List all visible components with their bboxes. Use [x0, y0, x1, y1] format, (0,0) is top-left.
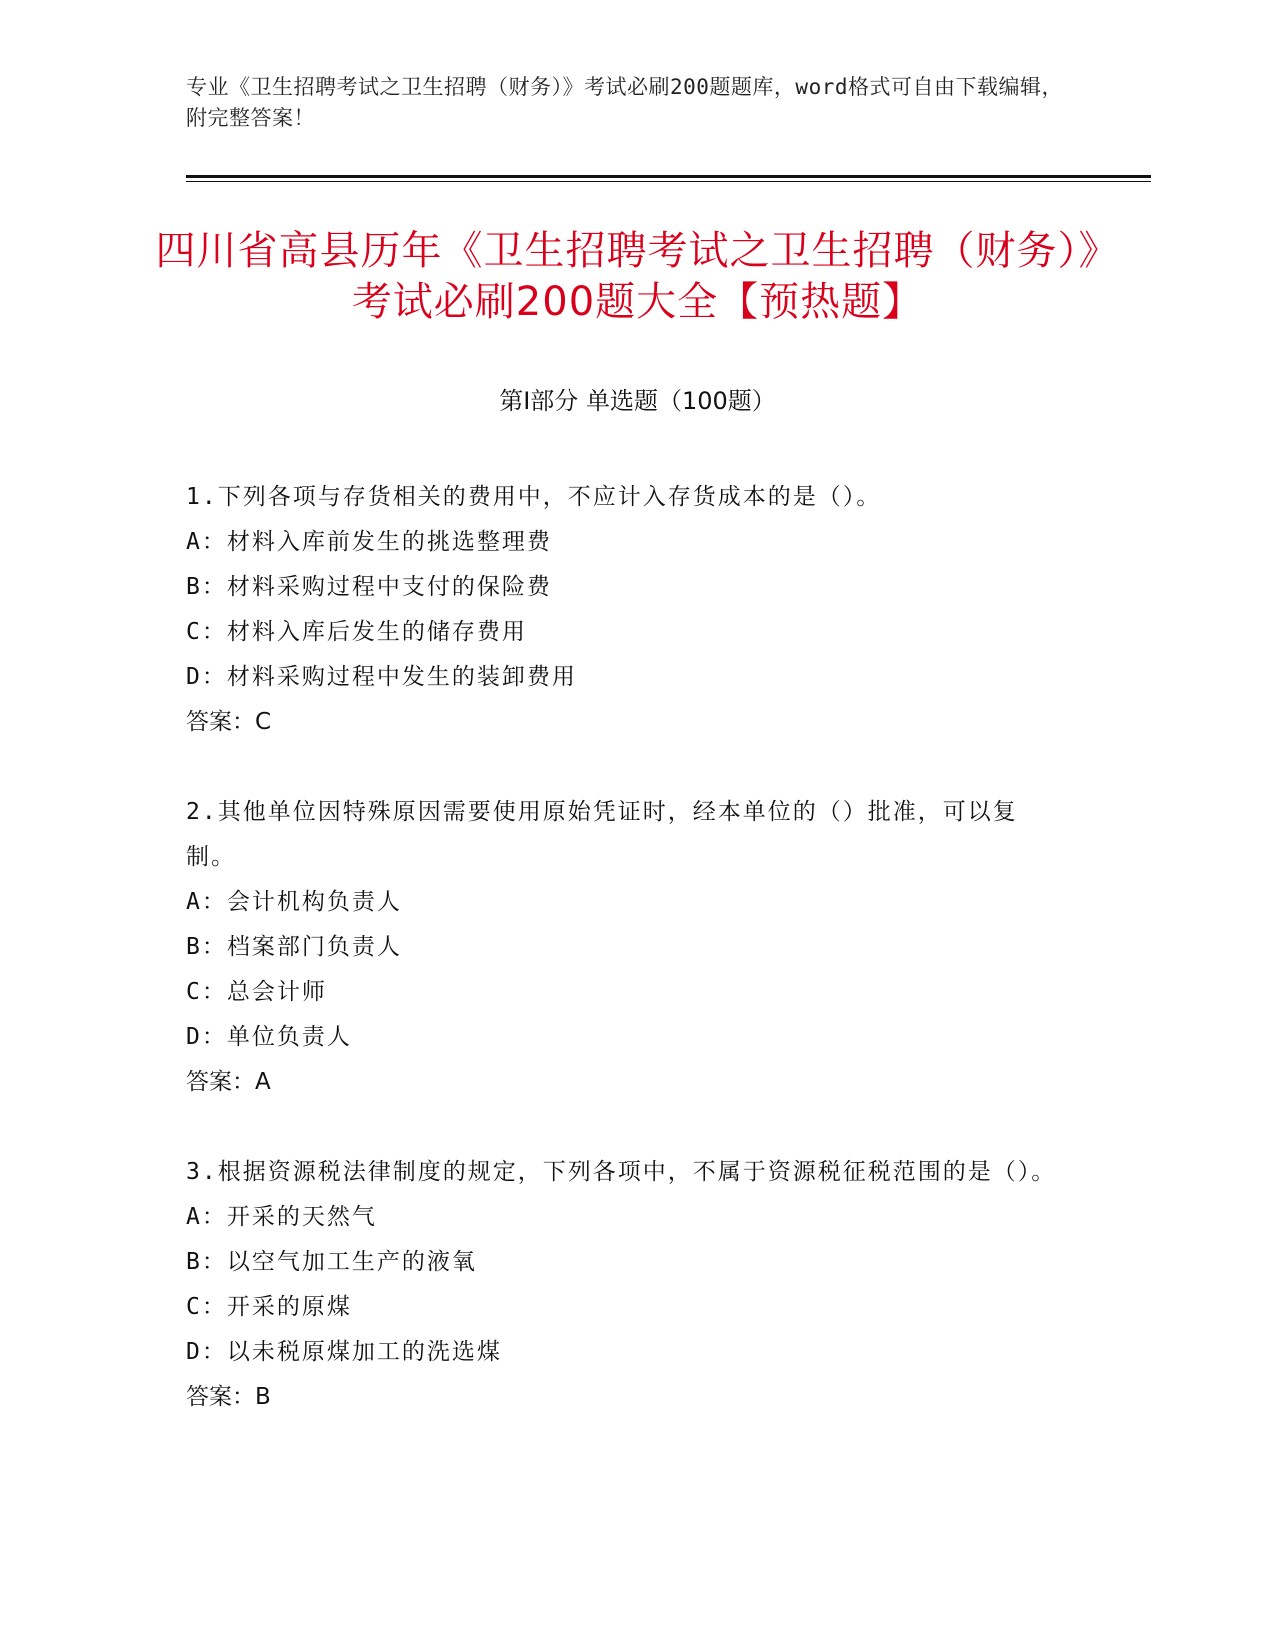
- header-divider-thick: [186, 175, 1151, 178]
- header-note: 专业《卫生招聘考试之卫生招聘（财务）》考试必刷200题题库，word格式可自由下载编辑，附完整答案！: [186, 75, 1063, 130]
- option-d: D：以未税原煤加工的洗选煤: [186, 1339, 502, 1365]
- option-c: C：材料入库后发生的储存费用: [186, 619, 527, 645]
- question-stem: 1.下列各项与存货相关的费用中，不应计入存货成本的是（）。: [186, 484, 882, 510]
- option-a: A：开采的天然气: [186, 1204, 377, 1230]
- question-stem: 3.根据资源税法律制度的规定，下列各项中，不属于资源税征税范围的是（）。: [186, 1159, 1057, 1185]
- option-c: C：开采的原煤: [186, 1294, 352, 1320]
- question-1: [186, 475, 1066, 745]
- option-c: C：总会计师: [186, 979, 327, 1005]
- option-d: D：材料采购过程中发生的装卸费用: [186, 664, 577, 690]
- option-d: D：单位负责人: [186, 1024, 352, 1050]
- question-list: [186, 475, 1066, 1465]
- section-heading: 第Ⅰ部分 单选题（100题）: [499, 387, 776, 415]
- question-3: [186, 1150, 1066, 1420]
- option-b: B：材料采购过程中支付的保险费: [186, 574, 552, 600]
- document-title: 四川省高县历年《卫生招聘考试之卫生招聘（财务）》考试必刷200题大全【预热题】: [155, 228, 1120, 325]
- question-2: [186, 790, 1066, 1105]
- answer-line: 答案：B: [186, 1384, 271, 1410]
- option-b: B：档案部门负责人: [186, 934, 402, 960]
- answer-line: 答案：A: [186, 1069, 271, 1095]
- option-a: A：材料入库前发生的挑选整理费: [186, 529, 552, 555]
- option-b: B：以空气加工生产的液氧: [186, 1249, 477, 1275]
- header-divider-thin: [186, 181, 1151, 182]
- question-stem: 2.其他单位因特殊原因需要使用原始凭证时，经本单位的（）批准，可以复制。: [186, 799, 1018, 870]
- option-a: A：会计机构负责人: [186, 889, 402, 915]
- answer-line: 答案：C: [186, 709, 272, 735]
